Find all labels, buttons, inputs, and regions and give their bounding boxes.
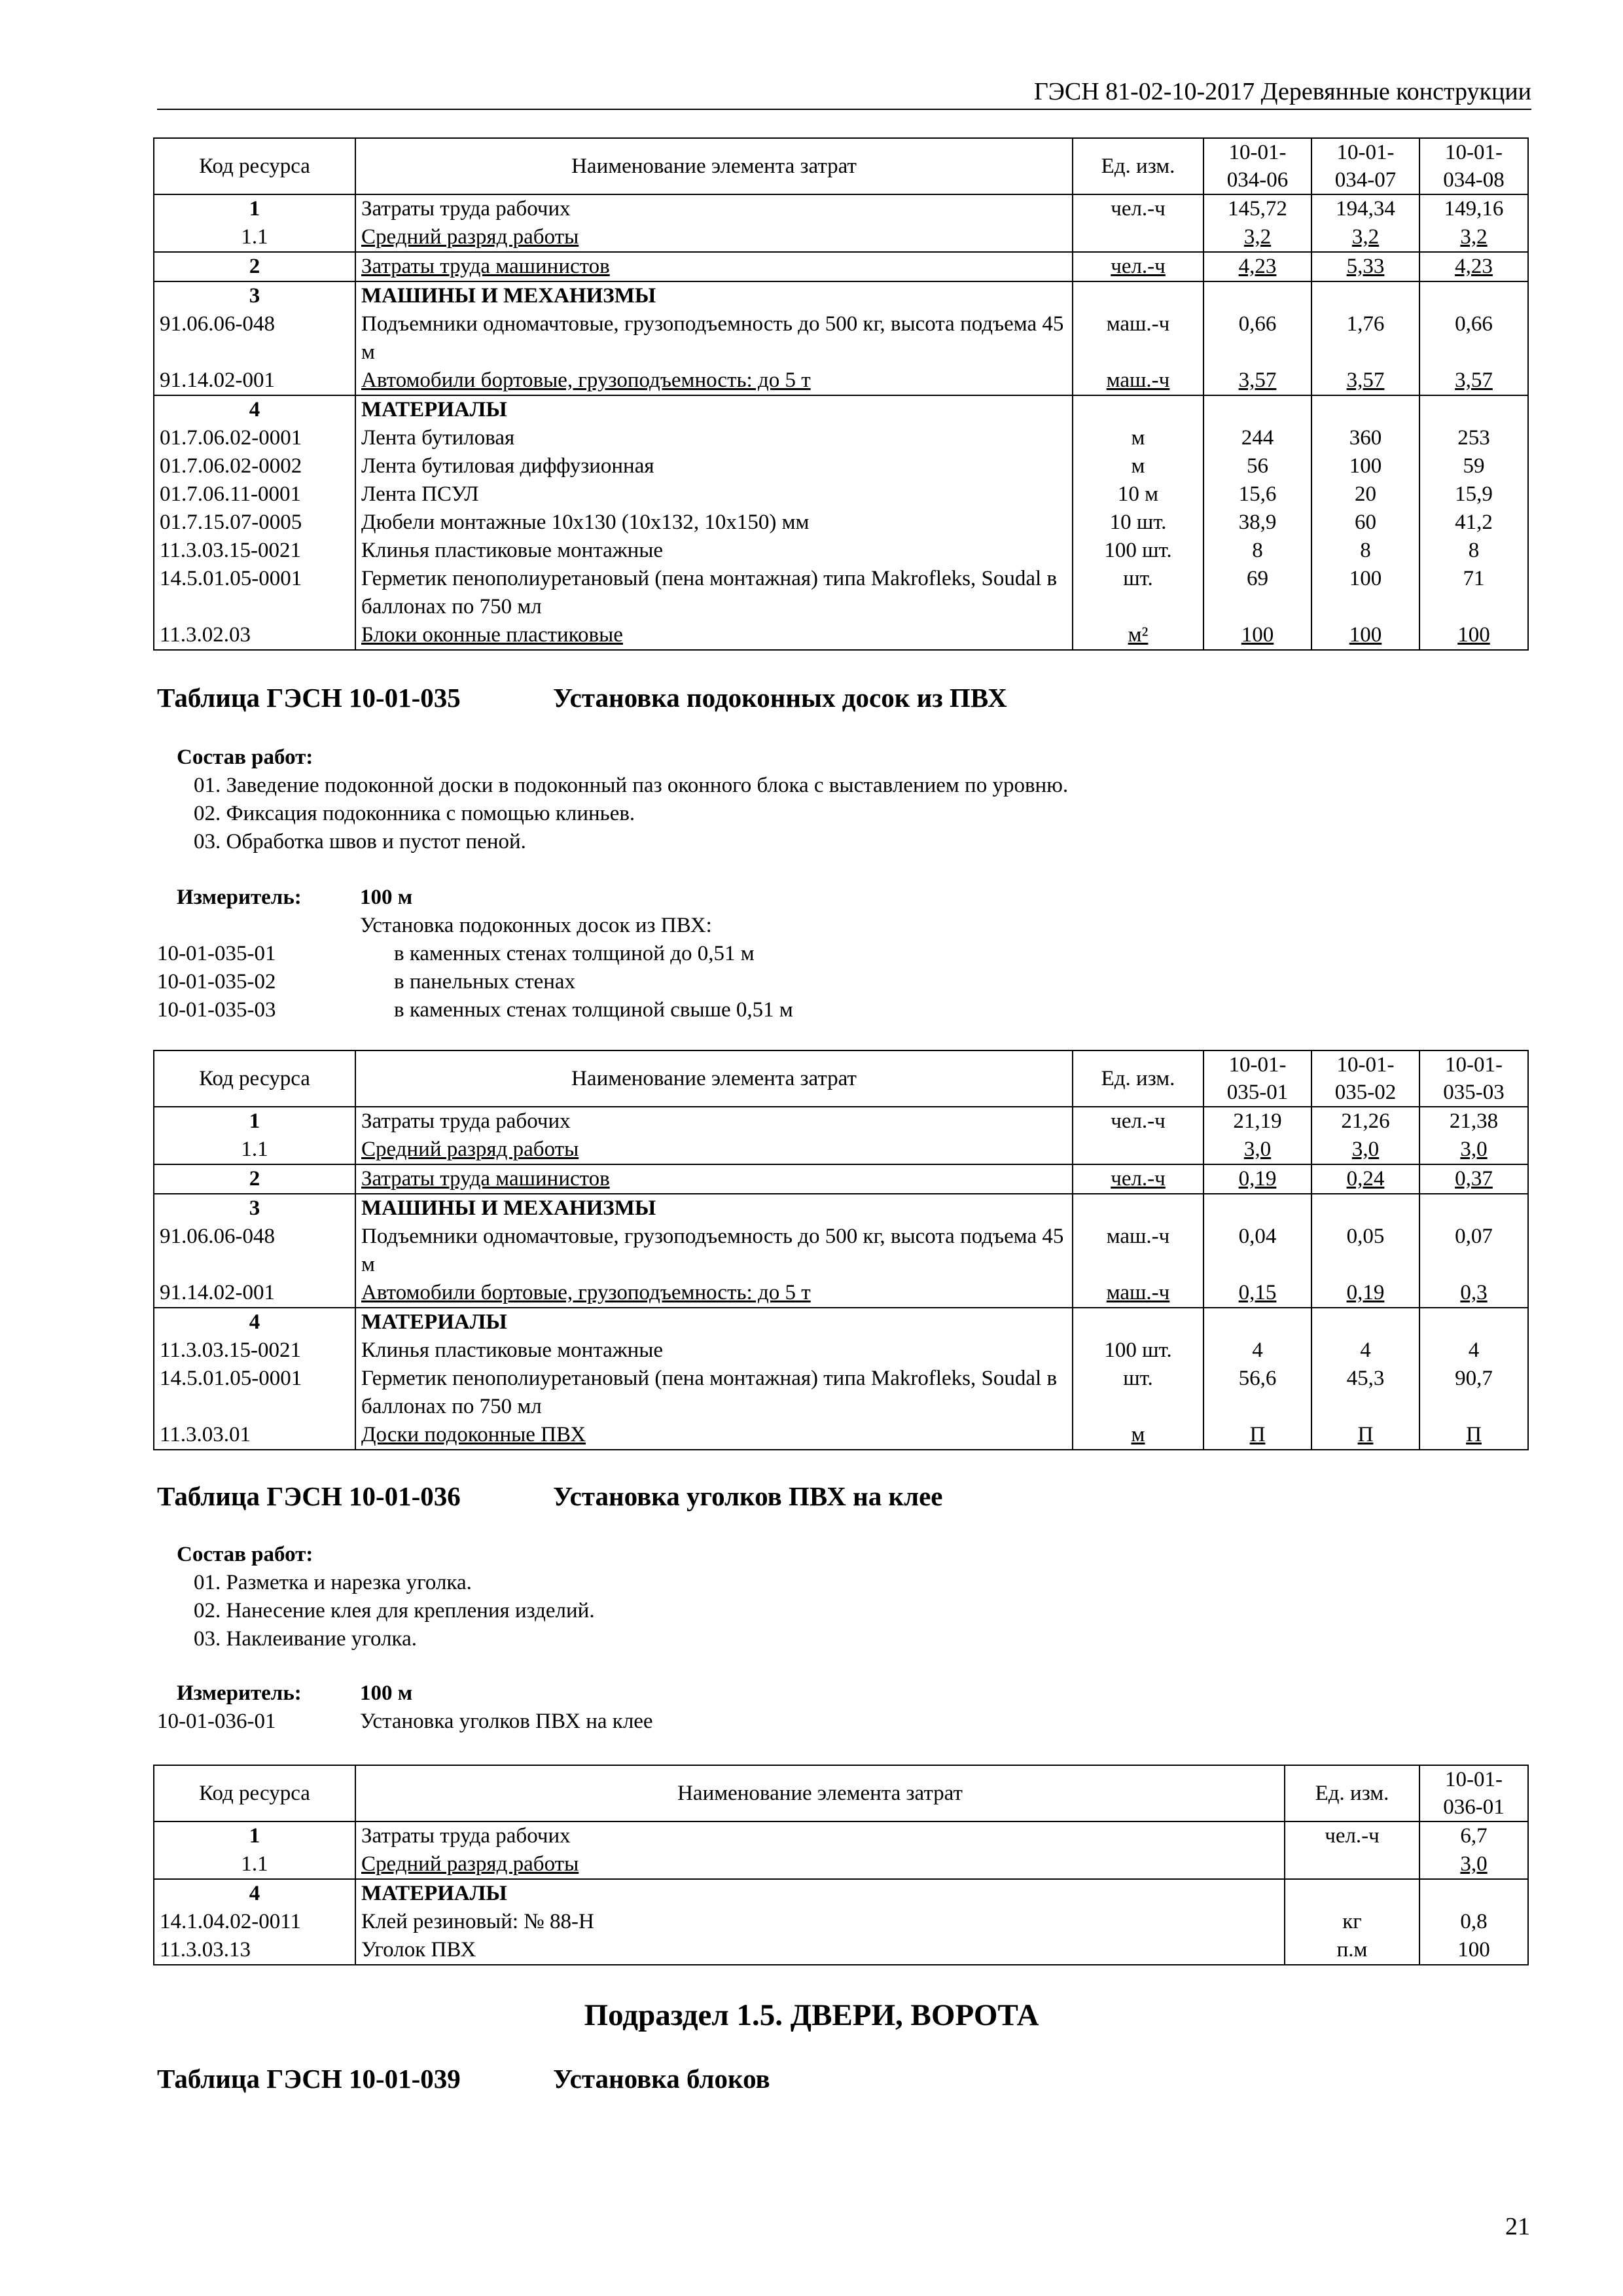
resource-code: 3 bbox=[154, 1194, 355, 1223]
resource-code: 3 bbox=[154, 281, 355, 310]
resource-name: Дюбели монтажные 10х130 (10х132, 10х150) мм bbox=[355, 509, 1073, 537]
work-step: 02. Фиксация подоконника с помощью клиньев. bbox=[194, 802, 635, 825]
norm-value: 8 bbox=[1204, 537, 1311, 565]
norm-value: 21,38 bbox=[1419, 1107, 1528, 1136]
resource-name: Затраты труда машинистов bbox=[355, 1164, 1073, 1194]
resource-unit bbox=[1073, 395, 1204, 424]
norm-value: 4,23 bbox=[1419, 252, 1528, 281]
work-step: 03. Обработка швов и пустот пеной. bbox=[194, 830, 526, 853]
resource-name: Затраты труда рабочих bbox=[355, 1821, 1285, 1850]
resource-code: 2 bbox=[154, 1164, 355, 1194]
norm-value bbox=[1419, 1308, 1528, 1336]
norm-value: П bbox=[1311, 1421, 1419, 1450]
table-row bbox=[154, 194, 1528, 223]
resource-unit: кг bbox=[1285, 1908, 1419, 1936]
resource-name: Доски подоконные ПВХ bbox=[355, 1421, 1073, 1450]
table-row bbox=[154, 1308, 1528, 1336]
norm-value: 20 bbox=[1311, 480, 1419, 509]
norm-value: 100 bbox=[1311, 452, 1419, 480]
resource-code: 01.7.06.02-0002 bbox=[154, 452, 355, 480]
resource-unit: м bbox=[1073, 1421, 1204, 1450]
running-header: ГЭСН 81-02-10-2017 Деревянные конструкции bbox=[1033, 78, 1531, 105]
resource-name: Лента бутиловая диффузионная bbox=[355, 452, 1073, 480]
resource-code: 01.7.06.02-0001 bbox=[154, 424, 355, 452]
norm-value: 1,76 bbox=[1311, 310, 1419, 367]
resource-unit: чел.-ч bbox=[1073, 1164, 1204, 1194]
resource-code: 91.14.02-001 bbox=[154, 1279, 355, 1308]
norm-value: 0,19 bbox=[1204, 1164, 1311, 1194]
resource-code: 11.3.03.15-0021 bbox=[154, 537, 355, 565]
table-row bbox=[154, 367, 1528, 395]
col-header-name: Наименование элемента затрат bbox=[355, 1765, 1285, 1821]
table-row bbox=[154, 565, 1528, 621]
norm-value: 3,2 bbox=[1419, 223, 1528, 252]
resource-name: Клинья пластиковые монтажные bbox=[355, 537, 1073, 565]
norm-value: 8 bbox=[1311, 537, 1419, 565]
table-row bbox=[154, 480, 1528, 509]
table-row bbox=[154, 1365, 1528, 1421]
table-row bbox=[154, 1821, 1528, 1850]
resource-code: 11.3.03.01 bbox=[154, 1421, 355, 1450]
col-header-norm: 10-01- 035-03 bbox=[1419, 1050, 1528, 1107]
col-header-code: Код ресурса bbox=[154, 138, 355, 194]
norm-value: 145,72 bbox=[1204, 194, 1311, 223]
col-header-norm: 10-01- 034-08 bbox=[1419, 138, 1528, 194]
norm-value bbox=[1204, 281, 1311, 310]
resource-code: 1.1 bbox=[154, 1136, 355, 1164]
resource-code: 4 bbox=[154, 395, 355, 424]
resource-code: 1 bbox=[154, 1107, 355, 1136]
resource-unit: маш.-ч bbox=[1073, 310, 1204, 367]
norm-value: 244 bbox=[1204, 424, 1311, 452]
resource-code: 14.1.04.02-0011 bbox=[154, 1908, 355, 1936]
resource-code: 4 bbox=[154, 1879, 355, 1908]
norm-value: 0,8 bbox=[1419, 1908, 1528, 1936]
norm-value: 3,2 bbox=[1311, 223, 1419, 252]
norm-value: 0,07 bbox=[1419, 1223, 1528, 1279]
resource-code: 1 bbox=[154, 1821, 355, 1850]
resource-name: МАШИНЫ И МЕХАНИЗМЫ bbox=[355, 1194, 1073, 1223]
measurer-block-035: Измеритель: 100 м Установка подоконных досок из ПВХ: 10-01-035-01 в каменных стенах толщиной до 0,51 м 10-01-035-02 в панельных стенах 10-01-035-03 в каменных стенах толщиной свыше 0,51 м bbox=[157, 886, 793, 1022]
table-row bbox=[154, 1336, 1528, 1365]
norm-value: 8 bbox=[1419, 537, 1528, 565]
col-header-norm: 10-01- 034-06 bbox=[1204, 138, 1311, 194]
table-title-036: Таблица ГЭСН 10-01-036 Установка уголков ПВХ на клее bbox=[157, 1481, 943, 1511]
table-row bbox=[154, 252, 1528, 281]
norm-value bbox=[1311, 1308, 1419, 1336]
resource-code: 4 bbox=[154, 1308, 355, 1336]
resource-unit bbox=[1073, 1194, 1204, 1223]
norm-value: 100 bbox=[1419, 621, 1528, 650]
norm-value bbox=[1419, 1194, 1528, 1223]
norm-value: 0,24 bbox=[1311, 1164, 1419, 1194]
resource-unit: м² bbox=[1073, 621, 1204, 650]
subsection-heading: Подраздел 1.5. ДВЕРИ, ВОРОТА bbox=[584, 1998, 1039, 2032]
resource-code: 91.06.06-048 bbox=[154, 1223, 355, 1279]
resource-name: Клей резиновый: № 88-Н bbox=[355, 1908, 1285, 1936]
work-step: 01. Разметка и нарезка уголка. bbox=[194, 1571, 472, 1594]
norm-value: 71 bbox=[1419, 565, 1528, 621]
norm-value bbox=[1419, 395, 1528, 424]
norm-value: 0,15 bbox=[1204, 1279, 1311, 1308]
resource-name: Автомобили бортовые, грузоподъемность: до 5 т bbox=[355, 367, 1073, 395]
table-row bbox=[154, 1107, 1528, 1136]
resource-unit: 100 шт. bbox=[1073, 537, 1204, 565]
resource-table-035 bbox=[153, 1050, 1529, 1450]
table-row bbox=[154, 621, 1528, 650]
works-block-035: Состав работ: 01. Заведение подоконной доски в подоконный паз оконного блока с выставлением по уровню. 02. Фиксация подоконника с помощью клиньев. 03. Обработка швов и пустот пеной. bbox=[177, 744, 1068, 856]
norm-value: 59 bbox=[1419, 452, 1528, 480]
resource-table-036 bbox=[153, 1765, 1529, 1965]
resource-name: Подъемники одномачтовые, грузоподъемность до 500 кг, высота подъема 45 м bbox=[355, 1223, 1073, 1279]
norm-value: 45,3 bbox=[1311, 1365, 1419, 1421]
resource-code: 91.14.02-001 bbox=[154, 367, 355, 395]
resource-name: Затраты труда рабочих bbox=[355, 1107, 1073, 1136]
resource-unit: чел.-ч bbox=[1073, 252, 1204, 281]
norm-value: 194,34 bbox=[1311, 194, 1419, 223]
resource-unit: шт. bbox=[1073, 1365, 1204, 1421]
col-header-unit: Ед. изм. bbox=[1073, 1050, 1204, 1107]
resource-name: Клинья пластиковые монтажные bbox=[355, 1336, 1073, 1365]
norm-value: 0,66 bbox=[1204, 310, 1311, 367]
resource-code: 01.7.06.11-0001 bbox=[154, 480, 355, 509]
col-header-norm: 10-01- 035-01 bbox=[1204, 1050, 1311, 1107]
resource-name: Затраты труда рабочих bbox=[355, 194, 1073, 223]
norm-value: 4 bbox=[1311, 1336, 1419, 1365]
resource-name: Лента ПСУЛ bbox=[355, 480, 1073, 509]
resource-name: Уголок ПВХ bbox=[355, 1936, 1285, 1965]
norm-value bbox=[1419, 281, 1528, 310]
table-row bbox=[154, 1164, 1528, 1194]
col-header-code: Код ресурса bbox=[154, 1050, 355, 1107]
norm-value: 90,7 bbox=[1419, 1365, 1528, 1421]
resource-name: МАТЕРИАЛЫ bbox=[355, 395, 1073, 424]
norm-value bbox=[1204, 1194, 1311, 1223]
norm-value bbox=[1204, 1308, 1311, 1336]
norm-value bbox=[1311, 1194, 1419, 1223]
norm-value: 0,66 bbox=[1419, 310, 1528, 367]
resource-code: 1.1 bbox=[154, 1850, 355, 1879]
table-row bbox=[154, 1279, 1528, 1308]
table-row bbox=[154, 452, 1528, 480]
norm-value: 56,6 bbox=[1204, 1365, 1311, 1421]
resource-table-034 bbox=[153, 137, 1529, 651]
norm-value: П bbox=[1419, 1421, 1528, 1450]
resource-unit: чел.-ч bbox=[1073, 1107, 1204, 1136]
measurer-block-036: Измеритель: 100 м 10-01-036-01 Установка уголков ПВХ на клее bbox=[157, 1681, 653, 1733]
resource-code: 11.3.02.03 bbox=[154, 621, 355, 650]
resource-name: Средний разряд работы bbox=[355, 1850, 1285, 1879]
table-row bbox=[154, 310, 1528, 367]
resource-code: 2 bbox=[154, 252, 355, 281]
work-step: 02. Нанесение клея для крепления изделий. bbox=[194, 1599, 595, 1623]
resource-name: Затраты труда машинистов bbox=[355, 252, 1073, 281]
col-header-name: Наименование элемента затрат bbox=[355, 1050, 1073, 1107]
resource-code: 1.1 bbox=[154, 223, 355, 252]
table-row bbox=[154, 1936, 1528, 1965]
resource-name: Блоки оконные пластиковые bbox=[355, 621, 1073, 650]
table-row bbox=[154, 281, 1528, 310]
resource-unit: чел.-ч bbox=[1285, 1821, 1419, 1850]
norm-value: 4 bbox=[1204, 1336, 1311, 1365]
resource-name: МАШИНЫ И МЕХАНИЗМЫ bbox=[355, 281, 1073, 310]
norm-value: 21,26 bbox=[1311, 1107, 1419, 1136]
norm-value: 360 bbox=[1311, 424, 1419, 452]
col-header-unit: Ед. изм. bbox=[1073, 138, 1204, 194]
norm-value: 100 bbox=[1311, 565, 1419, 621]
resource-code: 1 bbox=[154, 194, 355, 223]
table-row bbox=[154, 1908, 1528, 1936]
work-step: 01. Заведение подоконной доски в подоконный паз оконного блока с выставлением по уровню. bbox=[194, 774, 1069, 797]
resource-code: 14.5.01.05-0001 bbox=[154, 1365, 355, 1421]
col-header-unit: Ед. изм. bbox=[1285, 1765, 1419, 1821]
norm-value: П bbox=[1204, 1421, 1311, 1450]
resource-code: 11.3.03.13 bbox=[154, 1936, 355, 1965]
table-title-035: Таблица ГЭСН 10-01-035 Установка подоконных досок из ПВХ bbox=[157, 683, 1007, 713]
norm-value: 38,9 bbox=[1204, 509, 1311, 537]
resource-code: 91.06.06-048 bbox=[154, 310, 355, 367]
norm-value: 6,7 bbox=[1419, 1821, 1528, 1850]
resource-name: Герметик пенополиуретановый (пена монтажная) типа Makroflеks, Soudal в баллонах по 750 мл bbox=[355, 1365, 1073, 1421]
resource-unit bbox=[1073, 1136, 1204, 1164]
resource-name: Подъемники одномачтовые, грузоподъемность до 500 кг, высота подъема 45 м bbox=[355, 310, 1073, 367]
resource-name: Лента бутиловая bbox=[355, 424, 1073, 452]
table-row bbox=[154, 1136, 1528, 1164]
norm-value: 21,19 bbox=[1204, 1107, 1311, 1136]
resource-unit bbox=[1285, 1850, 1419, 1879]
norm-value: 3,57 bbox=[1419, 367, 1528, 395]
resource-name: МАТЕРИАЛЫ bbox=[355, 1308, 1073, 1336]
table-row bbox=[154, 537, 1528, 565]
table-row bbox=[154, 1194, 1528, 1223]
table-title-039: Таблица ГЭСН 10-01-039 Установка блоков bbox=[157, 2064, 770, 2094]
resource-code: 11.3.03.15-0021 bbox=[154, 1336, 355, 1365]
norm-value bbox=[1204, 395, 1311, 424]
col-header-norm: 10-01- 035-02 bbox=[1311, 1050, 1419, 1107]
norm-value: 0,19 bbox=[1311, 1279, 1419, 1308]
resource-unit: шт. bbox=[1073, 565, 1204, 621]
resource-unit: чел.-ч bbox=[1073, 194, 1204, 223]
resource-code: 01.7.15.07-0005 bbox=[154, 509, 355, 537]
resource-unit: м bbox=[1073, 424, 1204, 452]
norm-value: 0,05 bbox=[1311, 1223, 1419, 1279]
norm-value: 15,9 bbox=[1419, 480, 1528, 509]
norm-value: 3,0 bbox=[1311, 1136, 1419, 1164]
norm-value bbox=[1311, 395, 1419, 424]
resource-unit bbox=[1285, 1879, 1419, 1908]
work-step: 03. Наклеивание уголка. bbox=[194, 1627, 417, 1651]
table-row bbox=[154, 1421, 1528, 1450]
norm-value: 0,04 bbox=[1204, 1223, 1311, 1279]
norm-value: 69 bbox=[1204, 565, 1311, 621]
norm-value: 149,16 bbox=[1419, 194, 1528, 223]
norm-value: 3,57 bbox=[1204, 367, 1311, 395]
norm-value: 3,2 bbox=[1204, 223, 1311, 252]
norm-value: 3,0 bbox=[1419, 1850, 1528, 1879]
norm-value: 5,33 bbox=[1311, 252, 1419, 281]
resource-unit: 10 м bbox=[1073, 480, 1204, 509]
resource-unit: маш.-ч bbox=[1073, 1279, 1204, 1308]
norm-value: 0,3 bbox=[1419, 1279, 1528, 1308]
table-row bbox=[154, 1879, 1528, 1908]
norm-value: 100 bbox=[1204, 621, 1311, 650]
col-header-norm: 10-01- 036-01 bbox=[1419, 1765, 1528, 1821]
header-rule bbox=[157, 109, 1531, 110]
col-header-norm: 10-01- 034-07 bbox=[1311, 138, 1419, 194]
norm-value: 15,6 bbox=[1204, 480, 1311, 509]
norm-value: 3,0 bbox=[1419, 1136, 1528, 1164]
norm-value: 253 bbox=[1419, 424, 1528, 452]
norm-value: 100 bbox=[1311, 621, 1419, 650]
resource-name: Средний разряд работы bbox=[355, 223, 1073, 252]
works-block-036: Состав работ: 01. Разметка и нарезка уголка. 02. Нанесение клея для крепления изделий. 03. Наклеивание уголка. bbox=[177, 1541, 595, 1653]
resource-unit: 100 шт. bbox=[1073, 1336, 1204, 1365]
norm-value bbox=[1419, 1879, 1528, 1908]
norm-value: 3,57 bbox=[1311, 367, 1419, 395]
resource-unit: маш.-ч bbox=[1073, 1223, 1204, 1279]
resource-unit bbox=[1073, 223, 1204, 252]
norm-value: 100 bbox=[1419, 1936, 1528, 1965]
norm-value: 3,0 bbox=[1204, 1136, 1311, 1164]
resource-code: 14.5.01.05-0001 bbox=[154, 565, 355, 621]
resource-unit bbox=[1073, 281, 1204, 310]
resource-unit: 10 шт. bbox=[1073, 509, 1204, 537]
resource-unit bbox=[1073, 1308, 1204, 1336]
resource-unit: м bbox=[1073, 452, 1204, 480]
norm-value: 4 bbox=[1419, 1336, 1528, 1365]
resource-name: Средний разряд работы bbox=[355, 1136, 1073, 1164]
table-row bbox=[154, 223, 1528, 252]
page-number: 21 bbox=[1505, 2213, 1530, 2240]
table-row bbox=[154, 1850, 1528, 1879]
resource-name: Автомобили бортовые, грузоподъемность: до 5 т bbox=[355, 1279, 1073, 1308]
norm-value: 4,23 bbox=[1204, 252, 1311, 281]
table-row bbox=[154, 509, 1528, 537]
norm-value: 56 bbox=[1204, 452, 1311, 480]
norm-value: 41,2 bbox=[1419, 509, 1528, 537]
table-row bbox=[154, 1223, 1528, 1279]
norm-value bbox=[1311, 281, 1419, 310]
resource-name: МАТЕРИАЛЫ bbox=[355, 1879, 1285, 1908]
norm-value: 60 bbox=[1311, 509, 1419, 537]
resource-unit: маш.-ч bbox=[1073, 367, 1204, 395]
resource-name: Герметик пенополиуретановый (пена монтажная) типа Makroflеks, Soudal в баллонах по 750 мл bbox=[355, 565, 1073, 621]
table-row bbox=[154, 424, 1528, 452]
norm-value: 0,37 bbox=[1419, 1164, 1528, 1194]
table-row bbox=[154, 395, 1528, 424]
col-header-name: Наименование элемента затрат bbox=[355, 138, 1073, 194]
resource-unit: п.м bbox=[1285, 1936, 1419, 1965]
col-header-code: Код ресурса bbox=[154, 1765, 355, 1821]
